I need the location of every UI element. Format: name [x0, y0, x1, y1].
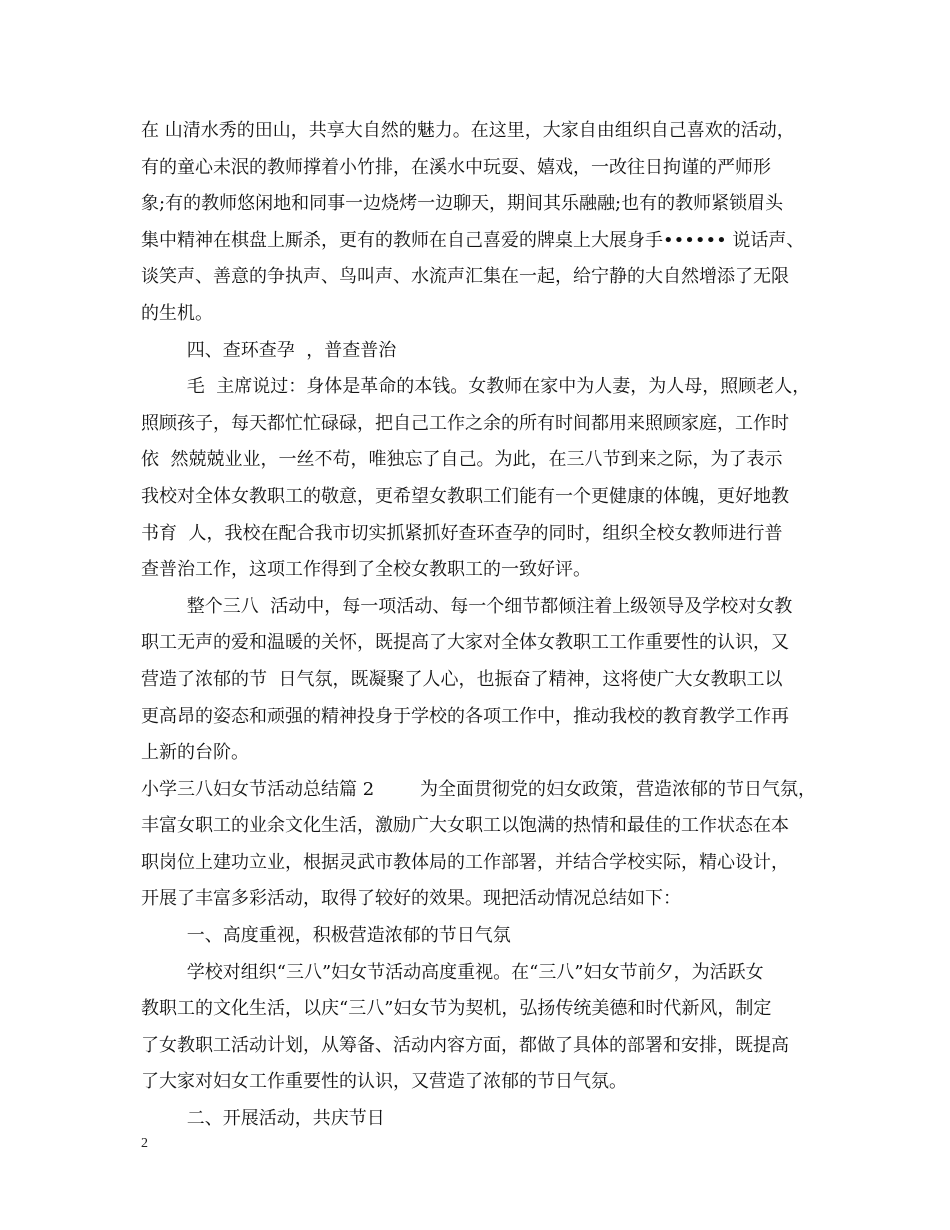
text-line: 依 然兢兢业业，一丝不苟，唯独忘了自己。为此，在三八节到来之际，为了表示	[141, 449, 783, 471]
text-line: 开展了丰富多彩活动，取得了较好的效果。现把活动情况总结如下：	[141, 888, 681, 910]
text-line: 教职工的文化生活，以庆“三八”妇女节为契机，弘扬传统美德和时代新风，制定	[141, 998, 772, 1020]
page-number: 2	[141, 1136, 148, 1151]
text-line: 的生机。	[141, 302, 213, 324]
section-heading: 四、查环查孕 ，普查普治	[141, 339, 397, 361]
text-line: 丰富女职工的业余文化生活，激励广大女职工以饱满的热情和最佳的工作状态在本	[141, 815, 789, 837]
text-line: 营造了浓郁的节 日气氛，既凝聚了人心，也振奋了精神，这将使广大女教职工以	[141, 668, 783, 690]
text-line: 照顾孩子，每天都忙忙碌碌，把自己工作之余的所有时间都用来照顾家庭，工作时	[141, 412, 789, 434]
text-line: 职工无声的爱和温暖的关怀，既提高了大家对全体女教职工工作重要性的认识，又	[141, 632, 789, 654]
section-heading: 二、开展活动，共庆节日	[141, 1108, 385, 1130]
text-line: 更高昂的姿态和顽强的精神投身于学校的各项工作中，推动我校的教育教学工作再	[141, 705, 789, 727]
text-line: 象;有的教师悠闲地和同事一边烧烤一边聊天，期间其乐融融;也有的教师紧锁眉头	[141, 193, 784, 215]
text-line: 集中精神在棋盘上厮杀，更有的教师在自己喜爱的牌桌上大展身手•••••• 说话声、	[141, 229, 805, 251]
text-line: 谈笑声、善意的争执声、鸟叫声、水流声汇集在一起，给宁静的大自然增添了无限	[141, 266, 789, 288]
text-line: 职岗位上建功立业，根据灵武市教体局的工作部署，并结合学校实际，精心设计，	[141, 851, 789, 873]
section-heading: 一、高度重视，积极营造浓郁的节日气氛	[141, 925, 511, 947]
text-line: 查普治工作，这项工作得到了全校女教职工的一致好评。	[141, 559, 591, 581]
text-line: 学校对组织“三八”妇女节活动高度重视。在“三八”妇女节前夕，为活跃女	[141, 961, 764, 983]
document-body	[141, 113, 817, 1138]
text-line: 我校对全体女教职工的敬意，更希望女教职工们能有一个更健康的体魄，更好地教	[141, 485, 789, 507]
text-line: 整个三八 活动中，每一项活动、每一个细节都倾注着上级领导及学校对女教	[141, 595, 793, 617]
text-line: 了女教职工活动计划，从筹备、活动内容方面，都做了具体的部署和安排，既提高	[141, 1034, 789, 1056]
text-line: 在 山清水秀的田山，共享大自然的魅力。在这里，大家自由组织自己喜欢的活动，	[141, 120, 795, 141]
text-line: 有的童心未泯的教师撑着小竹排，在溪水中玩耍、嬉戏，一改往日拘谨的严师形	[141, 156, 771, 178]
article-title-line: 小学三八妇女节活动总结篇 2 为全面贯彻党的妇女政策，营造浓郁的节日气氛，	[141, 778, 816, 800]
text-line: 毛 主席说过：身体是革命的本钱。女教师在家中为人妻，为人母，照顾老人，	[141, 376, 811, 398]
text-line: 书育 人，我校在配合我市切实抓紧抓好查环查孕的同时，组织全校女教师进行普	[141, 522, 783, 544]
text-line: 了大家对妇女工作重要性的认识，又营造了浓郁的节日气氛。	[141, 1071, 627, 1093]
text-line: 上新的台阶。	[141, 742, 249, 764]
